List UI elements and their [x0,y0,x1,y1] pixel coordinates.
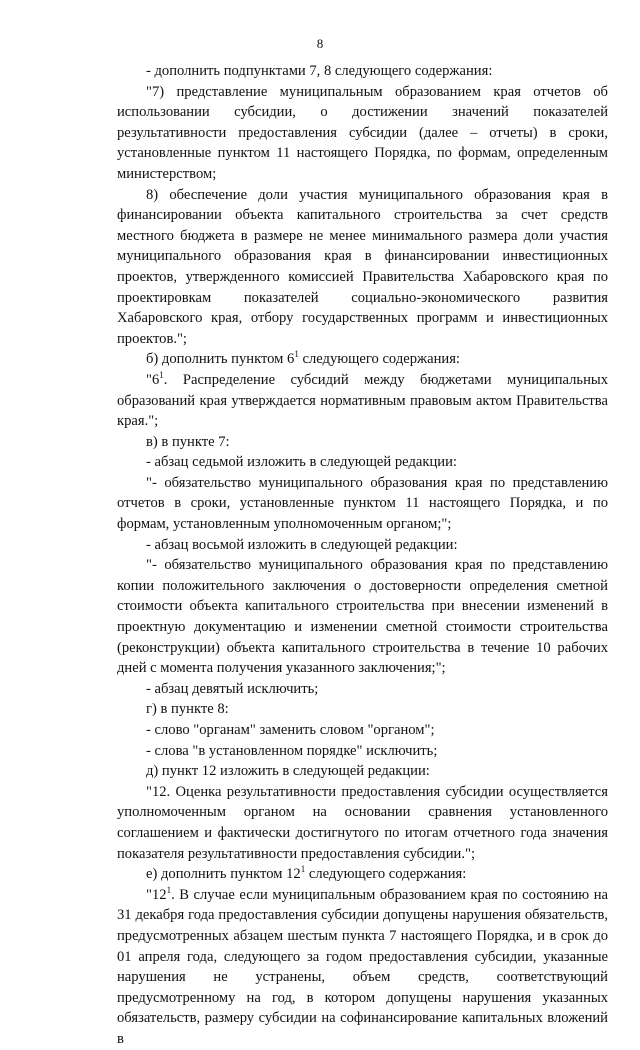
paragraph-text: . В случае если муниципальным образованием края по состоянию на 31 декабря года предоставления субсидии допущены нарушения обязательств, предусмотренных абзацем шестым пункта 7 настоящего Порядка, и в срок до 01 апреля года, следующего за годом предоставления субсидии, указанные нарушения не устранены, объем средств, соответствующий предусмотренному на год, в котором допущены нарушения указанных обязательств, размеру субсидии на софинансирование капитальных вложений в [117,886,608,1047]
paragraph-text: следующего содержания: [305,866,467,883]
paragraph: - абзац девятый исключить; [146,680,319,697]
paragraph-text: е) дополнить пунктом 12 [146,866,301,883]
paragraph: 8) обеспечение доли участия муниципального образования края в финансировании объекта капитального строительства за счет средств местного бюджета в размере не менее минимального размера доли участия муниципального образования края в финансировании инвестиционных проектов, утвержденного комиссией Правительства Хабаровского края по проектировкам показателей социально-экономического развития Хабаровского края, отбору государственных программ и инвестиционных проектов."; [117,186,608,347]
paragraph: - абзац седьмой изложить в следующей редакции: [146,454,457,471]
paragraph: - слова "в установленном порядке" исключить; [146,742,438,759]
paragraph-text: следующего содержания: [298,351,460,368]
paragraph: г) в пункте 8: [146,701,229,718]
paragraph-text: . Распределение субсидий между бюджетами муниципальных образований края утверждается нормативным правовым актом Правительства края."; [117,371,608,430]
superscript: 1 [166,884,172,895]
superscript: 1 [300,864,306,875]
paragraph-text: "12 [146,886,167,903]
paragraph-text: б) дополнить пунктом 6 [146,351,295,368]
paragraph: в) в пункте 7: [146,433,230,450]
paragraph-text: "6 [146,371,160,388]
paragraph: "7) представление муниципальным образованием края отчетов об использовании субсидии, о достижении значений показателей результативности предоставления субсидии (далее – отчеты) в сроки, установленные пунктом 11 настоящего Порядка, по формам, определенным министерством; [117,83,608,182]
paragraph [117,864,608,885]
paragraph [117,370,608,432]
paragraph [117,885,608,1050]
paragraph: - дополнить подпунктами 7, 8 следующего содержания: [146,63,493,79]
page-number: 8 [316,36,324,51]
paragraph: "12. Оценка результативности предоставления субсидии осуществляется уполномоченным органом на основании сравнения установленного соглашением и фактически достигнутого по итогам отчетного года значения показателя результативности предоставления субсидии."; [117,783,608,862]
paragraph: "- обязательство муниципального образования края по представлению отчетов в сроки, установленные пунктом 11 настоящего Порядка, и по формам, установленным уполномоченным органом;"; [117,474,608,533]
paragraph: "- обязательство муниципального образования края по представлению копии положительного заключения о достоверности определения сметной стоимости объекта капитального строительства при внесении изменений в проектную документацию и изменении сметной стоимости строительства (реконструкции) объекта капитального строительства в течение 10 рабочих дней с момента получения указанного заключения;"; [117,557,608,677]
superscript: 1 [159,370,164,381]
paragraph: д) пункт 12 изложить в следующей редакции: [146,763,430,780]
superscript: 1 [294,349,299,360]
paragraph: - абзац восьмой изложить в следующей редакции: [146,536,458,553]
paragraph: - слово "органам" заменить словом "органом"; [146,722,435,738]
document-body [117,61,608,1050]
paragraph [117,349,608,370]
